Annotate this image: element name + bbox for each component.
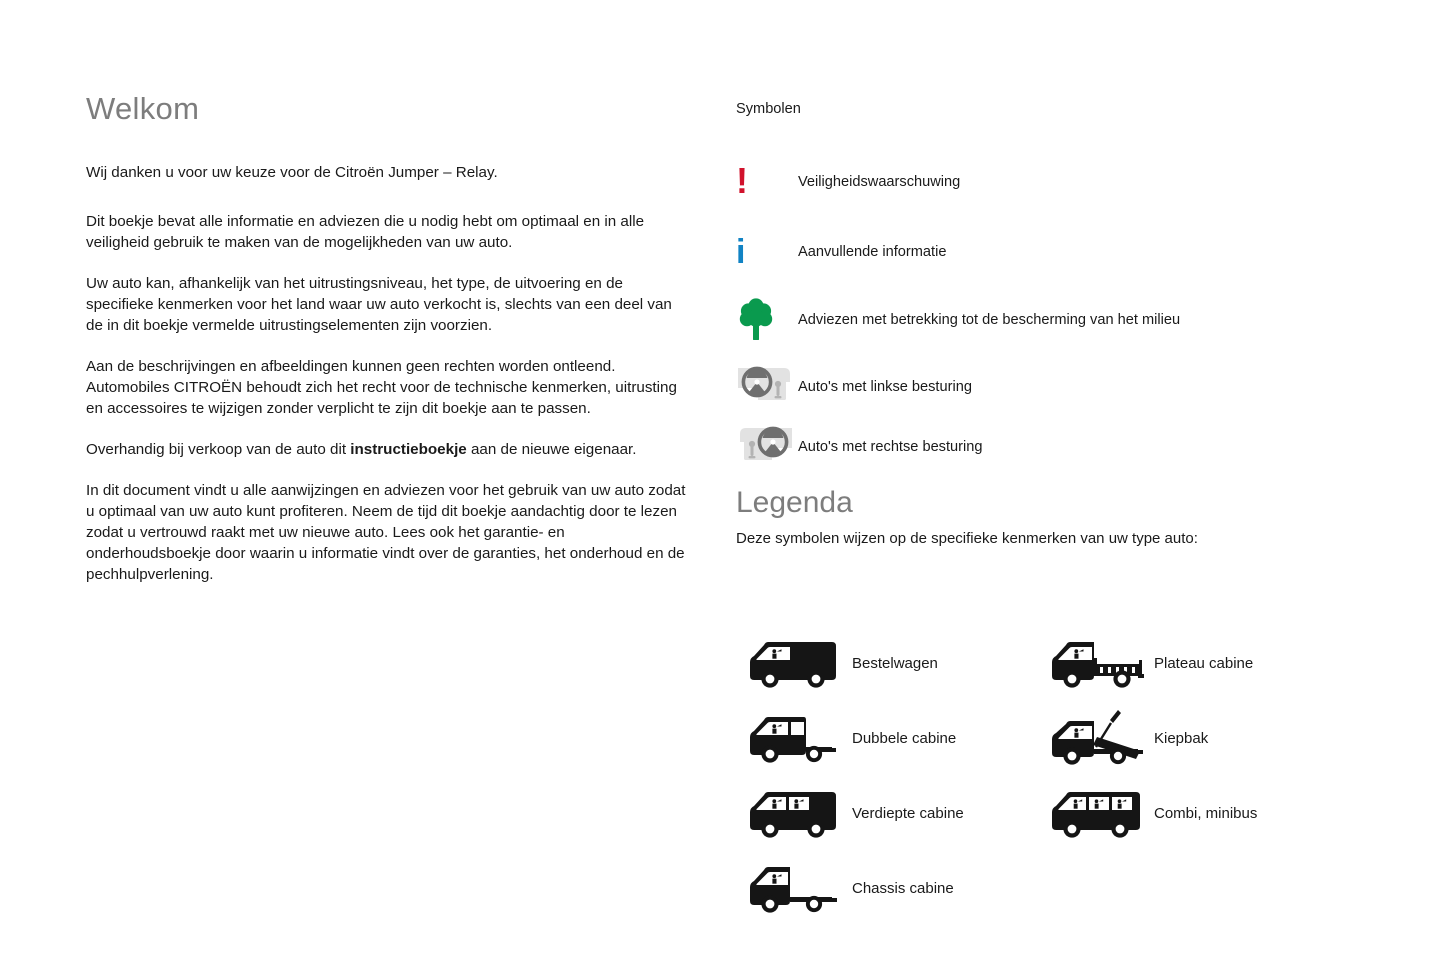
legend-title: Legenda [736,486,853,519]
minibus-icon [1048,781,1154,845]
symbol-label-left-hand-drive: Auto's met linkse besturing [798,378,972,395]
double-cab-icon [746,706,852,770]
van-icon [746,631,852,695]
legend-label-flatbed-truck: Plateau cabine [1154,654,1254,672]
legend-label-tipper-truck: Kiepbak [1154,729,1209,747]
handover-text-bold: instructieboekje [350,441,467,459]
handover-text-after: aan de nieuwe eigenaar. [466,441,637,459]
exclamation-mark-icon [736,160,798,201]
exclamation-mark-glyph: ! [736,160,748,201]
symbol-label-right-hand-drive: Auto's met rechtse besturing [798,438,983,455]
flatbed-truck-icon [1048,631,1154,695]
paragraph-handover [86,439,686,460]
symbols-title: Symbolen [736,101,801,117]
legend-label-crew-cab-van: Verdiepte cabine [852,804,964,822]
paragraph-thanks: Wij danken u voor uw keuze voor de Citroën Jumper – Relay. [86,164,498,182]
handover-text-before: Overhandig bij verkoop van de auto dit [86,441,351,459]
legend-item-double-cab [746,706,956,770]
symbol-row-safety-warning [736,160,1356,204]
chassis-cab-icon [746,856,852,920]
crew-cab-van-icon [746,781,852,845]
information-icon [736,235,798,269]
tree-icon [736,298,798,342]
symbol-label-safety-warning: Veiligheidswaarschuwing [798,173,961,190]
legend-item-chassis-cab [746,856,954,920]
legend-item-tipper-truck [1048,706,1208,770]
legend-item-van [746,631,938,695]
symbols-column [736,100,1356,472]
symbol-row-right-hand-drive [736,422,1356,472]
symbol-label-additional-info: Aanvullende informatie [798,243,947,260]
legend-item-flatbed-truck [1048,631,1253,695]
paragraph-usage-advice: In dit document vindt u alle aanwijzingen en adviezen voor het gebruik van uw auto zodat u optimaal van uw auto kunt profiteren. Neem de tijd dit boekje aandachtig door te lezen zodat u vertrouwd raakt met uw nieuwe auto. Lees ook het garantie- en onderhoudsboekje door waarin u informatie vindt over de garanties, het onderhoud en de pechhulpverlening. [86,482,686,584]
symbol-label-environment: Adviezen met betrekking tot de bescherming van het milieu [798,311,1181,328]
tipper-truck-icon [1048,706,1154,770]
legend-label-double-cab: Dubbele cabine [852,729,957,747]
legend-grid [736,567,1356,907]
paragraph-no-rights: Aan de beschrijvingen en afbeeldingen kunnen geen rechten worden ontleend. Automobiles CITROËN behoudt zich het recht voor de technische kenmerken, uitrusting en accessoires te wijzigen zonder verplicht te zijn dit boekje aan te passen. [86,358,677,418]
legend-item-crew-cab-van [746,781,964,845]
symbol-row-additional-info [736,230,1356,274]
legend-item-minibus [1048,781,1257,845]
legend-subtitle: Deze symbolen wijzen op de specifieke kenmerken van uw type auto: [736,530,1198,547]
paragraph-equipment-levels: Uw auto kan, afhankelijk van het uitrustingsniveau, het type, de uitvoering en de specifieke kenmerken voor het land waar uw auto verkocht is, slechts van een deel van de in dit boekje vermelde uitrustingselementen zijn voorzien. [86,275,672,335]
legend-label-van: Bestelwagen [852,654,938,672]
page-title: Welkom [86,91,200,126]
steering-wheel-left-icon [736,362,798,412]
symbol-row-left-hand-drive [736,362,1356,412]
welcome-column [86,92,686,605]
symbol-row-environment [736,298,1356,342]
legend-label-chassis-cab: Chassis cabine [852,879,954,897]
legend-label-minibus: Combi, minibus [1154,804,1258,822]
paragraph-booklet-content: Dit boekje bevat alle informatie en adviezen die u nodig hebt om optimaal en in alle veiligheid gebruik te maken van de mogelijkheden van uw auto. [86,213,645,252]
steering-wheel-right-icon [736,422,798,472]
legend-section [736,486,1356,907]
information-glyph: i [736,233,746,271]
